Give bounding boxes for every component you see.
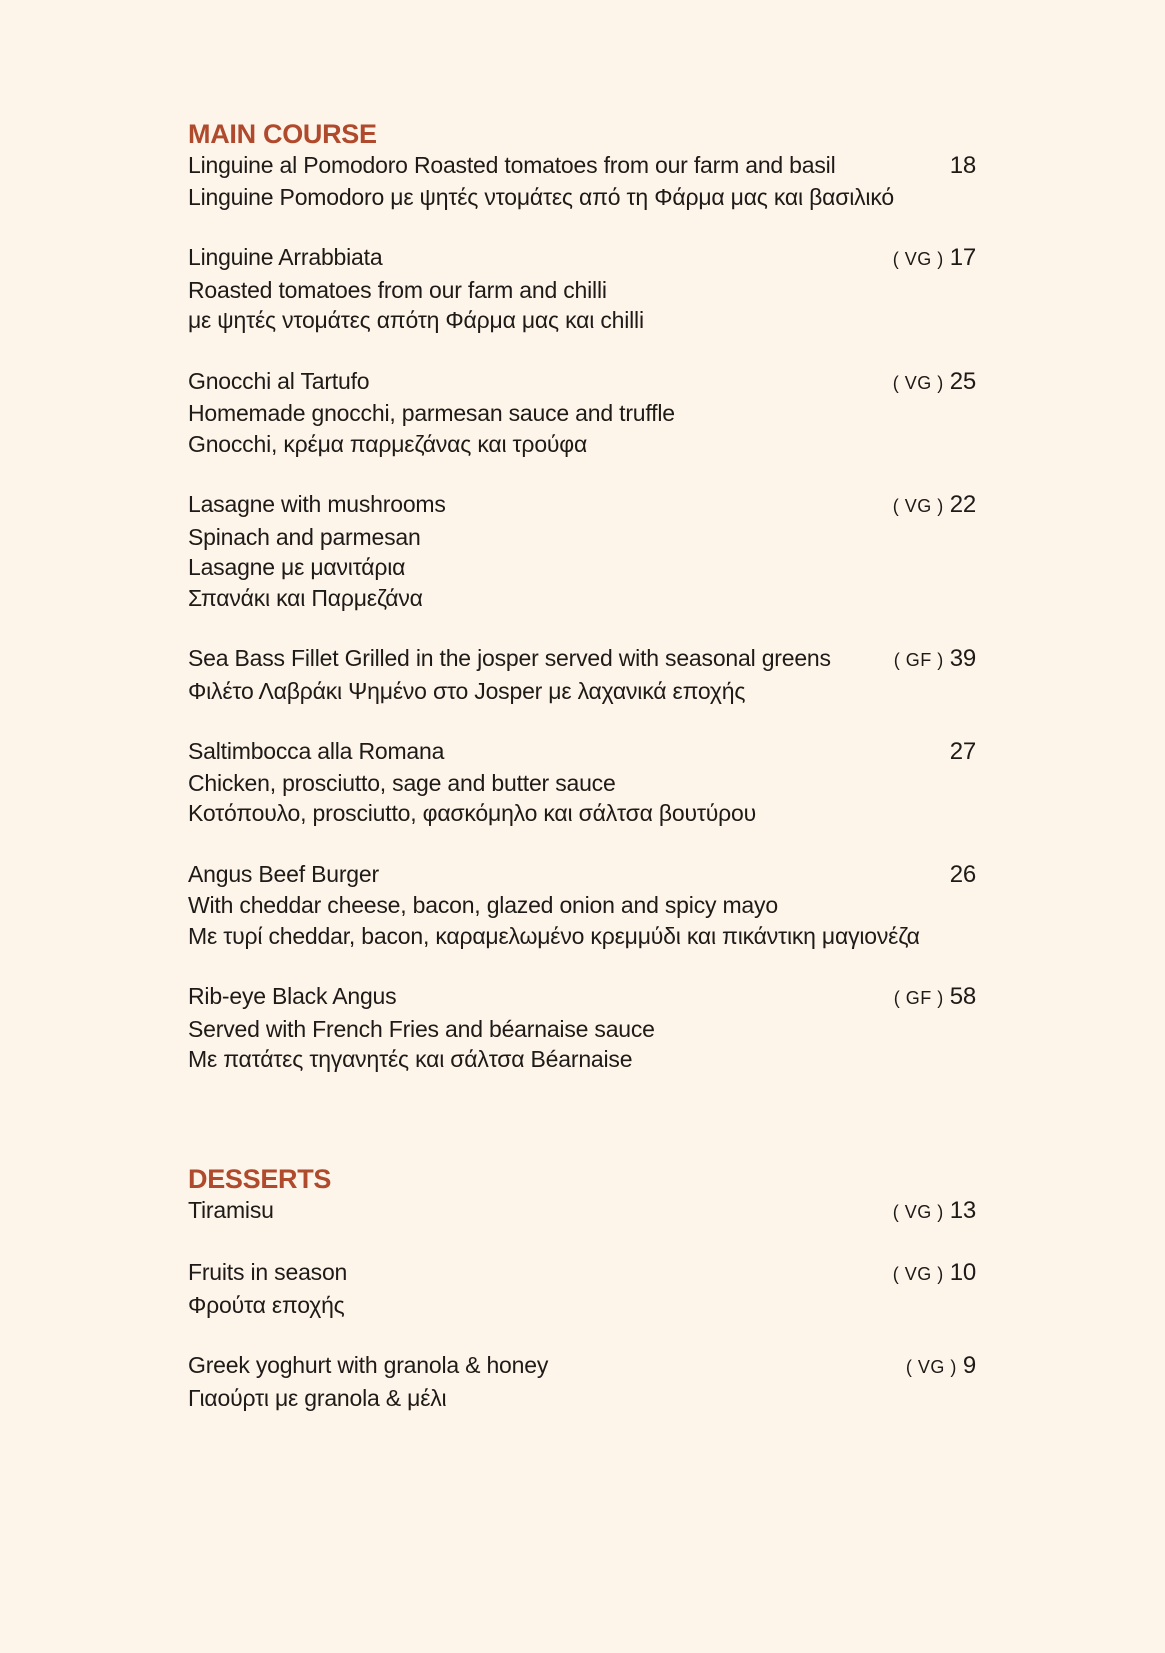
menu-item-description: Chicken, prosciutto, sage and butter sauce: [188, 769, 616, 796]
menu-item-price: 22: [949, 491, 976, 518]
menu-item-price: 27: [949, 738, 976, 765]
menu-item: [188, 1195, 976, 1228]
desserts-items: [188, 1195, 976, 1414]
menu-item: [188, 981, 976, 1075]
menu-item-name: Greek yoghurt with granola & honey: [188, 1352, 549, 1378]
menu-content: [188, 118, 976, 1443]
menu-item: [188, 1257, 976, 1320]
menu-item-name: Linguine Arrabbiata: [188, 244, 383, 270]
menu-item-description: Gnocchi, κρέμα παρμεζάνας και τρούφα: [188, 430, 588, 457]
menu-item-description: Φιλέτο Λαβράκι Ψημένο στο Josper με λαχανικά εποχής: [188, 677, 746, 704]
menu-item-name: Tiramisu: [188, 1196, 274, 1223]
menu-item: [188, 643, 976, 706]
main-course-section: [188, 118, 976, 1075]
menu-item-header: [188, 489, 976, 522]
menu-item-name: Angus Beef Burger: [188, 860, 379, 887]
menu-item-header: [188, 859, 976, 891]
menu-item-header: [188, 1257, 976, 1290]
dietary-tag: ( VG ): [892, 249, 944, 269]
menu-item: [188, 366, 976, 460]
menu-item-price-group: [906, 1351, 976, 1383]
menu-item-description: Με τυρί cheddar, bacon, καραμελωμένο κρεμμύδι και πικάντικη μαγιονέζα: [188, 922, 920, 949]
menu-item-name: Fruits in season: [188, 1259, 348, 1285]
menu-item-price: 10: [949, 1259, 976, 1286]
dietary-tag: ( GF ): [893, 988, 944, 1008]
menu-item-description: με ψητές ντομάτες απότη Φάρμα μας και chilli: [188, 307, 644, 333]
dietary-tag: ( VG ): [892, 1264, 944, 1284]
menu-item-price: 26: [949, 860, 976, 888]
menu-item-price-group: [894, 982, 976, 1014]
desserts-title: DESSERTS: [188, 1163, 332, 1194]
menu-item-price: 13: [949, 1196, 976, 1224]
menu-item-description: Homemade gnocchi, parmesan sauce and truffle: [188, 400, 675, 426]
menu-item-name: Rib-eye Black Angus: [188, 983, 397, 1009]
menu-item-description: Κοτόπουλο, prosciutto, φασκόμηλο και σάλτσα βουτύρου: [188, 800, 756, 826]
menu-item-price: 18: [949, 152, 976, 179]
menu-item-header: [188, 736, 976, 768]
menu-item-price: 25: [949, 367, 976, 395]
menu-item-description: With cheddar cheese, bacon, glazed onion and spicy mayo: [188, 892, 778, 918]
menu-item-header: [188, 242, 976, 275]
menu-item-price: 9: [962, 1352, 976, 1379]
menu-item-price: 17: [949, 244, 976, 271]
menu-item-description: Φρούτα εποχής: [188, 1291, 345, 1318]
menu-item-description: Served with French Fries and béarnaise sauce: [188, 1015, 655, 1042]
menu-item-description: Σπανάκι και Παρμεζάνα: [188, 584, 423, 611]
menu-item-name: Linguine al Pomodoro Roasted tomatoes from our farm and basil: [188, 152, 836, 178]
menu-item-price-group: [950, 860, 976, 891]
menu-item-description: Linguine Pomodoro με ψητές ντομάτες από τη Φάρμα μας και βασιλικό: [188, 183, 894, 210]
main-course-title: MAIN COURSE: [188, 119, 377, 149]
menu-item-name: Gnocchi al Tartufo: [188, 367, 370, 394]
menu-item-header: [188, 981, 976, 1014]
menu-item-description: Lasagne με μανιτάρια: [188, 554, 406, 580]
menu-item: [188, 489, 976, 613]
menu-item-description: Με πατάτες τηγανητές και σάλτσα Béarnaise: [188, 1046, 633, 1072]
menu-item-price-group: [894, 644, 976, 676]
menu-item-description: Spinach and parmesan: [188, 523, 421, 550]
menu-item-price-group: [950, 151, 976, 182]
menu-item-price-group: [893, 1196, 976, 1228]
menu-item-name: Lasagne with mushrooms: [188, 491, 446, 517]
dietary-tag: ( VG ): [892, 1201, 944, 1222]
main-course-items: [188, 150, 976, 1075]
dietary-tag: ( GF ): [893, 650, 944, 670]
menu-item-header: [188, 1195, 976, 1228]
menu-item: [188, 150, 976, 212]
menu-item-price-group: [893, 1258, 976, 1290]
menu-item-price: 58: [949, 983, 976, 1010]
menu-item: [188, 1350, 976, 1413]
menu-item: [188, 736, 976, 829]
menu-item-header: [188, 1350, 976, 1383]
menu-item-price: 39: [949, 645, 976, 672]
menu-item-price-group: [893, 367, 976, 399]
menu-item-description: Roasted tomatoes from our farm and chilli: [188, 276, 607, 303]
menu-item-header: [188, 643, 976, 676]
menu-item-description: Γιαούρτι με granola & μέλι: [188, 1384, 447, 1411]
dietary-tag: ( VG ): [905, 1357, 957, 1377]
menu-item-name: Sea Bass Fillet Grilled in the josper served with seasonal greens: [188, 645, 831, 671]
menu-item-header: [188, 150, 976, 182]
menu-item-header: [188, 366, 976, 399]
menu-item: [188, 859, 976, 952]
dietary-tag: ( VG ): [892, 496, 944, 516]
menu-item-name: Saltimbocca alla Romana: [188, 738, 445, 764]
menu-item-price-group: [893, 490, 976, 522]
menu-item-price-group: [950, 737, 976, 768]
menu-item-price-group: [893, 243, 976, 275]
dietary-tag: ( VG ): [892, 372, 944, 393]
menu-item: [188, 242, 976, 336]
desserts-section: [188, 1163, 976, 1414]
